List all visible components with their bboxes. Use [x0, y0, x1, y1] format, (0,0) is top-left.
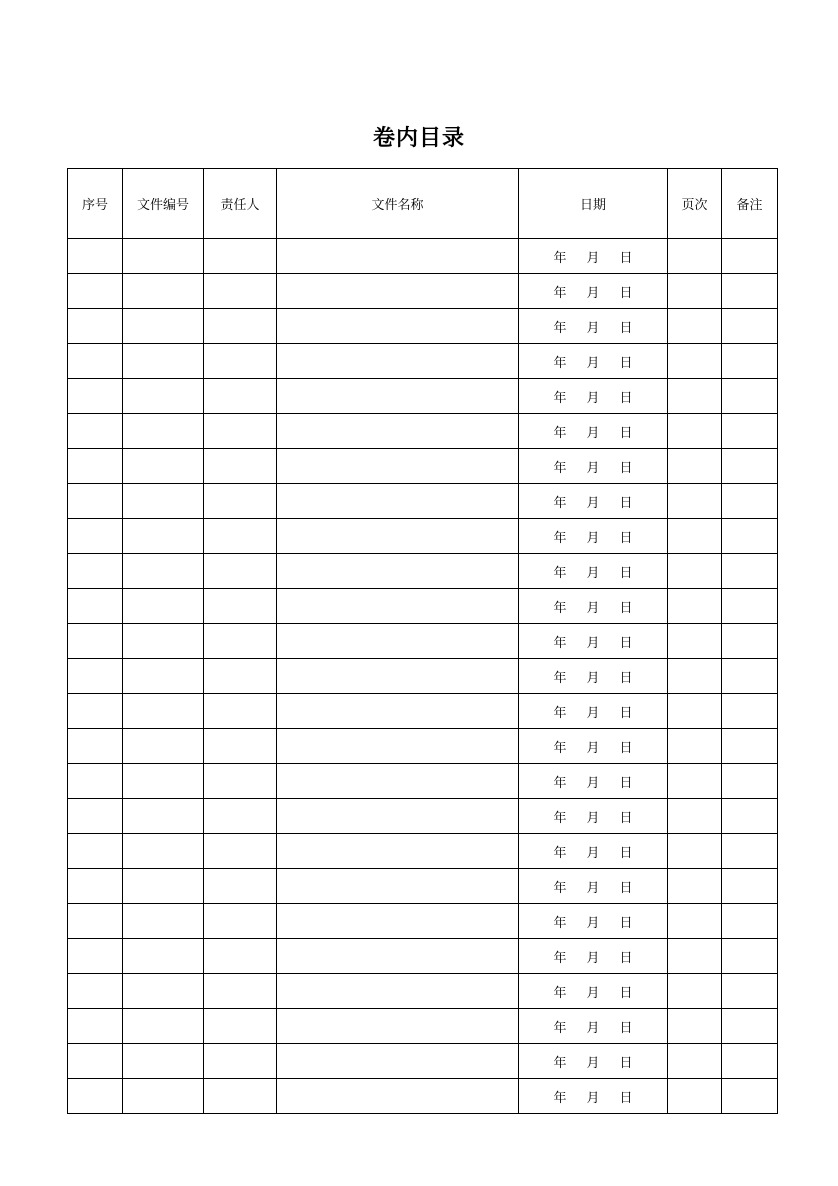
date-day-label: 日 — [619, 320, 633, 336]
cell-doc-no[interactable] — [123, 799, 204, 834]
date-day-label: 日 — [619, 600, 633, 616]
cell-seq[interactable] — [68, 869, 123, 904]
cell-doc-name[interactable] — [277, 799, 519, 834]
table-row — [68, 1044, 778, 1079]
date-year-label: 年 — [553, 1020, 567, 1036]
cell-responsible[interactable] — [204, 869, 277, 904]
cell-doc-no[interactable] — [123, 939, 204, 974]
date-month-label: 月 — [586, 495, 600, 511]
cell-responsible[interactable] — [204, 309, 277, 344]
date-month-label: 月 — [586, 880, 600, 896]
cell-pages[interactable] — [668, 659, 722, 694]
date-month-label: 月 — [586, 950, 600, 966]
table-row — [68, 694, 778, 729]
table-row — [68, 1079, 778, 1114]
cell-responsible[interactable] — [204, 274, 277, 309]
table-row — [68, 239, 778, 274]
cell-doc-no[interactable] — [123, 1079, 204, 1114]
cell-remarks[interactable] — [722, 869, 778, 904]
cell-pages[interactable] — [668, 274, 722, 309]
table-row — [68, 554, 778, 589]
date-day-label: 日 — [619, 915, 633, 931]
table-row — [68, 729, 778, 764]
date-year-label: 年 — [553, 985, 567, 1001]
header-seq: 序号 — [68, 169, 123, 239]
cell-doc-name[interactable] — [277, 974, 519, 1009]
cell-doc-no[interactable] — [123, 974, 204, 1009]
cell-date — [519, 869, 668, 904]
table-row — [68, 1009, 778, 1044]
date-day-label: 日 — [619, 1020, 633, 1036]
date-year-label: 年 — [553, 355, 567, 371]
table-row — [68, 659, 778, 694]
cell-pages[interactable] — [668, 729, 722, 764]
table-row — [68, 904, 778, 939]
cell-seq[interactable] — [68, 1044, 123, 1079]
date-year-label: 年 — [553, 425, 567, 441]
cell-pages[interactable] — [668, 239, 722, 274]
cell-seq[interactable] — [68, 344, 123, 379]
cell-seq[interactable] — [68, 414, 123, 449]
cell-doc-name[interactable] — [277, 764, 519, 799]
cell-pages[interactable] — [668, 1044, 722, 1079]
date-month-label: 月 — [586, 1055, 600, 1071]
cell-seq[interactable] — [68, 799, 123, 834]
cell-doc-name[interactable] — [277, 834, 519, 869]
cell-doc-name[interactable] — [277, 694, 519, 729]
date-day-label: 日 — [619, 425, 633, 441]
date-month-label: 月 — [586, 600, 600, 616]
cell-date — [519, 834, 668, 869]
cell-pages[interactable] — [668, 764, 722, 799]
cell-doc-no[interactable] — [123, 694, 204, 729]
cell-responsible[interactable] — [204, 1079, 277, 1114]
cell-pages[interactable] — [668, 834, 722, 869]
cell-remarks[interactable] — [722, 484, 778, 519]
cell-remarks[interactable] — [722, 344, 778, 379]
date-month-label: 月 — [586, 810, 600, 826]
date-month-label: 月 — [586, 845, 600, 861]
cell-date — [519, 274, 668, 309]
cell-remarks[interactable] — [722, 1079, 778, 1114]
cell-seq[interactable] — [68, 659, 123, 694]
header-responsible: 责任人 — [204, 169, 277, 239]
date-month-label: 月 — [586, 320, 600, 336]
table-row — [68, 449, 778, 484]
cell-remarks[interactable] — [722, 729, 778, 764]
cell-responsible[interactable] — [204, 589, 277, 624]
date-month-label: 月 — [586, 355, 600, 371]
table-row — [68, 274, 778, 309]
cell-doc-name[interactable] — [277, 239, 519, 274]
date-year-label: 年 — [553, 460, 567, 476]
table-row — [68, 869, 778, 904]
date-day-label: 日 — [619, 390, 633, 406]
cell-responsible[interactable] — [204, 624, 277, 659]
cell-seq[interactable] — [68, 1079, 123, 1114]
date-month-label: 月 — [586, 460, 600, 476]
date-month-label: 月 — [586, 425, 600, 441]
cell-doc-no[interactable] — [123, 414, 204, 449]
date-year-label: 年 — [553, 285, 567, 301]
cell-date — [519, 519, 668, 554]
cell-pages[interactable] — [668, 344, 722, 379]
cell-date — [519, 414, 668, 449]
cell-date — [519, 589, 668, 624]
date-day-label: 日 — [619, 565, 633, 581]
cell-remarks[interactable] — [722, 624, 778, 659]
cell-doc-no[interactable] — [123, 1044, 204, 1079]
table-row — [68, 589, 778, 624]
cell-remarks[interactable] — [722, 1044, 778, 1079]
cell-doc-name[interactable] — [277, 1079, 519, 1114]
date-month-label: 月 — [586, 985, 600, 1001]
cell-remarks[interactable] — [722, 834, 778, 869]
date-month-label: 月 — [586, 635, 600, 651]
cell-date — [519, 239, 668, 274]
header-doc-name: 文件名称 — [277, 169, 519, 239]
cell-remarks[interactable] — [722, 274, 778, 309]
header-date: 日期 — [519, 169, 668, 239]
cell-doc-name[interactable] — [277, 729, 519, 764]
cell-doc-no[interactable] — [123, 659, 204, 694]
cell-responsible[interactable] — [204, 904, 277, 939]
table-row — [68, 624, 778, 659]
date-year-label: 年 — [553, 1090, 567, 1106]
cell-doc-name[interactable] — [277, 484, 519, 519]
cell-responsible[interactable] — [204, 554, 277, 589]
date-day-label: 日 — [619, 250, 633, 266]
cell-pages[interactable] — [668, 589, 722, 624]
cell-doc-no[interactable] — [123, 729, 204, 764]
date-year-label: 年 — [553, 775, 567, 791]
cell-doc-name[interactable] — [277, 274, 519, 309]
cell-seq[interactable] — [68, 1009, 123, 1044]
cell-date — [519, 624, 668, 659]
cell-remarks[interactable] — [722, 589, 778, 624]
cell-doc-no[interactable] — [123, 484, 204, 519]
cell-pages[interactable] — [668, 1009, 722, 1044]
cell-seq[interactable] — [68, 974, 123, 1009]
date-year-label: 年 — [553, 600, 567, 616]
cell-doc-no[interactable] — [123, 764, 204, 799]
header-pages: 页次 — [668, 169, 722, 239]
cell-seq[interactable] — [68, 274, 123, 309]
date-year-label: 年 — [553, 565, 567, 581]
cell-doc-name[interactable] — [277, 414, 519, 449]
date-year-label: 年 — [553, 670, 567, 686]
page-title: 卷内目录 — [372, 125, 465, 151]
cell-responsible[interactable] — [204, 519, 277, 554]
date-month-label: 月 — [586, 705, 600, 721]
cell-responsible[interactable] — [204, 694, 277, 729]
cell-doc-name[interactable] — [277, 904, 519, 939]
cell-date — [519, 449, 668, 484]
table-row — [68, 484, 778, 519]
header-row — [68, 169, 778, 239]
cell-remarks[interactable] — [722, 939, 778, 974]
cell-date — [519, 974, 668, 1009]
cell-date — [519, 344, 668, 379]
cell-remarks[interactable] — [722, 309, 778, 344]
cell-doc-name[interactable] — [277, 554, 519, 589]
cell-doc-no[interactable] — [123, 309, 204, 344]
cell-seq[interactable] — [68, 904, 123, 939]
cell-seq[interactable] — [68, 519, 123, 554]
date-month-label: 月 — [586, 285, 600, 301]
table-row — [68, 939, 778, 974]
date-day-label: 日 — [619, 740, 633, 756]
cell-seq[interactable] — [68, 589, 123, 624]
date-day-label: 日 — [619, 1055, 633, 1071]
cell-remarks[interactable] — [722, 449, 778, 484]
date-year-label: 年 — [553, 915, 567, 931]
cell-doc-no[interactable] — [123, 554, 204, 589]
cell-doc-no[interactable] — [123, 239, 204, 274]
cell-responsible[interactable] — [204, 344, 277, 379]
date-day-label: 日 — [619, 705, 633, 721]
date-day-label: 日 — [619, 1090, 633, 1106]
date-year-label: 年 — [553, 705, 567, 721]
catalog-table — [67, 168, 778, 1114]
cell-doc-no[interactable] — [123, 344, 204, 379]
cell-doc-name[interactable] — [277, 624, 519, 659]
cell-remarks[interactable] — [722, 764, 778, 799]
table-row — [68, 414, 778, 449]
cell-doc-name[interactable] — [277, 1044, 519, 1079]
cell-responsible[interactable] — [204, 939, 277, 974]
table-row — [68, 379, 778, 414]
cell-doc-no[interactable] — [123, 519, 204, 554]
cell-remarks[interactable] — [722, 659, 778, 694]
date-year-label: 年 — [553, 740, 567, 756]
cell-pages[interactable] — [668, 904, 722, 939]
cell-doc-no[interactable] — [123, 274, 204, 309]
cell-date — [519, 379, 668, 414]
cell-date — [519, 799, 668, 834]
cell-doc-name[interactable] — [277, 939, 519, 974]
cell-remarks[interactable] — [722, 974, 778, 1009]
cell-doc-name[interactable] — [277, 869, 519, 904]
date-month-label: 月 — [586, 775, 600, 791]
date-month-label: 月 — [586, 250, 600, 266]
cell-responsible[interactable] — [204, 414, 277, 449]
cell-doc-name[interactable] — [277, 379, 519, 414]
cell-date — [519, 729, 668, 764]
cell-seq[interactable] — [68, 379, 123, 414]
cell-responsible[interactable] — [204, 799, 277, 834]
cell-date — [519, 484, 668, 519]
date-day-label: 日 — [619, 880, 633, 896]
cell-remarks[interactable] — [722, 799, 778, 834]
cell-pages[interactable] — [668, 554, 722, 589]
header-remarks: 备注 — [722, 169, 778, 239]
cell-seq[interactable] — [68, 729, 123, 764]
cell-pages[interactable] — [668, 624, 722, 659]
cell-seq[interactable] — [68, 449, 123, 484]
date-day-label: 日 — [619, 460, 633, 476]
cell-date — [519, 554, 668, 589]
cell-responsible[interactable] — [204, 659, 277, 694]
cell-date — [519, 309, 668, 344]
cell-pages[interactable] — [668, 309, 722, 344]
date-year-label: 年 — [553, 635, 567, 651]
date-day-label: 日 — [619, 950, 633, 966]
date-day-label: 日 — [619, 775, 633, 791]
date-month-label: 月 — [586, 530, 600, 546]
cell-doc-name[interactable] — [277, 1009, 519, 1044]
cell-responsible[interactable] — [204, 379, 277, 414]
cell-pages[interactable] — [668, 869, 722, 904]
date-month-label: 月 — [586, 1020, 600, 1036]
date-month-label: 月 — [586, 915, 600, 931]
date-year-label: 年 — [553, 880, 567, 896]
table-row — [68, 974, 778, 1009]
cell-date — [519, 939, 668, 974]
date-year-label: 年 — [553, 250, 567, 266]
cell-pages[interactable] — [668, 414, 722, 449]
date-month-label: 月 — [586, 670, 600, 686]
cell-doc-no[interactable] — [123, 449, 204, 484]
date-day-label: 日 — [619, 530, 633, 546]
table-row — [68, 834, 778, 869]
date-day-label: 日 — [619, 355, 633, 371]
date-year-label: 年 — [553, 530, 567, 546]
cell-seq[interactable] — [68, 554, 123, 589]
date-year-label: 年 — [553, 950, 567, 966]
table-row — [68, 309, 778, 344]
cell-responsible[interactable] — [204, 484, 277, 519]
cell-responsible[interactable] — [204, 1009, 277, 1044]
table-row — [68, 799, 778, 834]
cell-doc-name[interactable] — [277, 659, 519, 694]
cell-seq[interactable] — [68, 309, 123, 344]
date-year-label: 年 — [553, 320, 567, 336]
cell-seq[interactable] — [68, 764, 123, 799]
cell-responsible[interactable] — [204, 834, 277, 869]
table-row — [68, 764, 778, 799]
cell-date — [519, 1079, 668, 1114]
cell-doc-name[interactable] — [277, 449, 519, 484]
cell-remarks[interactable] — [722, 414, 778, 449]
date-year-label: 年 — [553, 1055, 567, 1071]
cell-doc-no[interactable] — [123, 869, 204, 904]
cell-doc-no[interactable] — [123, 904, 204, 939]
cell-doc-name[interactable] — [277, 309, 519, 344]
date-day-label: 日 — [619, 285, 633, 301]
cell-doc-name[interactable] — [277, 519, 519, 554]
cell-doc-no[interactable] — [123, 379, 204, 414]
cell-responsible[interactable] — [204, 974, 277, 1009]
cell-date — [519, 694, 668, 729]
table-row — [68, 519, 778, 554]
cell-seq[interactable] — [68, 484, 123, 519]
cell-seq[interactable] — [68, 624, 123, 659]
cell-doc-name[interactable] — [277, 589, 519, 624]
cell-remarks[interactable] — [722, 239, 778, 274]
cell-pages[interactable] — [668, 939, 722, 974]
cell-seq[interactable] — [68, 239, 123, 274]
date-year-label: 年 — [553, 495, 567, 511]
date-day-label: 日 — [619, 495, 633, 511]
table-row — [68, 344, 778, 379]
cell-date — [519, 659, 668, 694]
cell-pages[interactable] — [668, 1079, 722, 1114]
header-doc-no: 文件编号 — [123, 169, 204, 239]
cell-doc-no[interactable] — [123, 624, 204, 659]
date-day-label: 日 — [619, 810, 633, 826]
cell-responsible[interactable] — [204, 449, 277, 484]
cell-pages[interactable] — [668, 519, 722, 554]
cell-responsible[interactable] — [204, 764, 277, 799]
cell-pages[interactable] — [668, 974, 722, 1009]
catalog-body — [68, 239, 778, 1114]
cell-seq[interactable] — [68, 939, 123, 974]
cell-pages[interactable] — [668, 484, 722, 519]
cell-date — [519, 904, 668, 939]
cell-pages[interactable] — [668, 799, 722, 834]
date-day-label: 日 — [619, 635, 633, 651]
cell-remarks[interactable] — [722, 519, 778, 554]
cell-responsible[interactable] — [204, 729, 277, 764]
date-month-label: 月 — [586, 1090, 600, 1106]
cell-remarks[interactable] — [722, 694, 778, 729]
cell-date — [519, 1044, 668, 1079]
cell-pages[interactable] — [668, 449, 722, 484]
cell-remarks[interactable] — [722, 554, 778, 589]
cell-date — [519, 764, 668, 799]
cell-remarks[interactable] — [722, 904, 778, 939]
cell-seq[interactable] — [68, 694, 123, 729]
cell-seq[interactable] — [68, 834, 123, 869]
cell-pages[interactable] — [668, 694, 722, 729]
cell-doc-no[interactable] — [123, 1009, 204, 1044]
date-day-label: 日 — [619, 985, 633, 1001]
date-month-label: 月 — [586, 740, 600, 756]
cell-date — [519, 1009, 668, 1044]
date-year-label: 年 — [553, 390, 567, 406]
date-year-label: 年 — [553, 810, 567, 826]
cell-doc-name[interactable] — [277, 344, 519, 379]
cell-doc-no[interactable] — [123, 834, 204, 869]
date-month-label: 月 — [586, 565, 600, 581]
date-month-label: 月 — [586, 390, 600, 406]
cell-remarks[interactable] — [722, 379, 778, 414]
date-year-label: 年 — [553, 845, 567, 861]
cell-doc-no[interactable] — [123, 589, 204, 624]
cell-pages[interactable] — [668, 379, 722, 414]
cell-responsible[interactable] — [204, 239, 277, 274]
date-day-label: 日 — [619, 845, 633, 861]
cell-responsible[interactable] — [204, 1044, 277, 1079]
cell-remarks[interactable] — [722, 1009, 778, 1044]
date-day-label: 日 — [619, 670, 633, 686]
